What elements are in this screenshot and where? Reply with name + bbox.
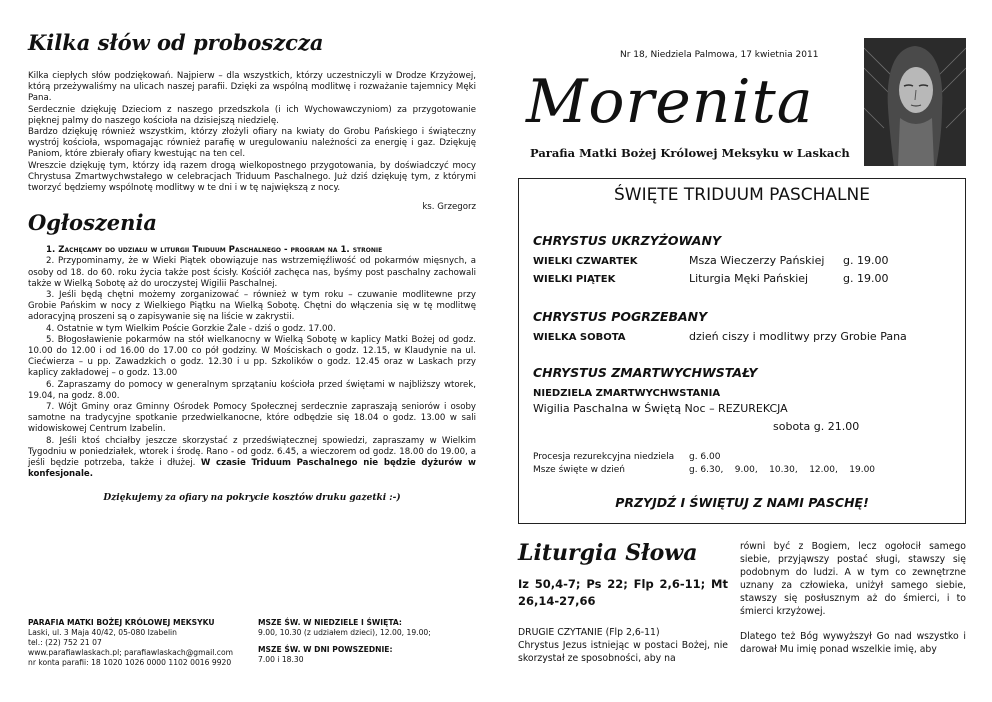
announcement-emphasis: W czasie Triduum Paschalnego nie będzie dyżurów w konfesjonale. (28, 458, 476, 480)
row-day: WIELKI PIĄTEK (533, 274, 616, 285)
letter-paragraph: Bardzo dziękuję również wszystkim, którzy złożyli ofiary na kwiaty do Grobu Pańskiego i świąteczny wystrój kościoła, wspomagając również parafię w uregulowaniu należności za energię i gaz. Dziękuję Paniom, które zbierały ofiary kwestując na ten cel. (28, 127, 476, 160)
easter-masses-label: Msze święte w dzień (533, 465, 625, 475)
row-time: g. 19.00 (843, 254, 889, 267)
reading-text: równi być z Bogiem, lecz ogołocił samego siebie, przyjąwszy postać sługi, stawszy się podobnym do ludzi. A w tym co zewnętrzne uznany za człowieka, uniżył samego siebie, stawszy się posłusznym aż do śmierci, i to śmierci krzyżowej. (740, 541, 966, 617)
masthead-title: Morenita (526, 67, 814, 137)
procession-time: g. 6.00 (689, 452, 721, 462)
parish-web: www.parafiawlaskach.pl; parafiawlaskach@gmail.com (28, 648, 234, 657)
schedule-row (533, 385, 720, 402)
thanks-note: Dziękujemy za ofiary na pokrycie kosztów druku gazetki :-) (103, 492, 401, 503)
parish-contact (28, 618, 248, 668)
pastor-heading: Kilka słów od proboszcza (28, 30, 324, 55)
reading-text: Chrystus Jezus istniejąc w postaci Bożej, nie skorzystał ze sposobności, aby na (518, 640, 728, 664)
call-to-action: PRZYJDŹ I ŚWIĘTUJ Z NAMI PASCHĘ! (615, 495, 869, 510)
schedule-row (533, 253, 953, 270)
procession-row (533, 451, 953, 464)
announcement-item: 4. Ostatnie w tym Wielkim Poście Gorzkie Żale - dziś o godz. 17.00. (46, 323, 336, 334)
row-event: Wigilia Paschalna w Świętą Noc – REZUREKCJA (533, 402, 788, 415)
schedule-row (533, 329, 953, 346)
mass-sunday: 9.00, 10.30 (z udziałem dzieci), 12.00, 19.00; (258, 628, 431, 637)
parish-account: nr konta parafii: 18 1020 1026 0000 1102 0016 9920 (28, 658, 232, 667)
row-time: g. 19.00 (843, 272, 889, 285)
row-event: Liturgia Męki Pańskiej (689, 272, 809, 285)
section-buried: CHRYSTUS POGRZEBANY (533, 309, 708, 324)
triduum-box (518, 178, 966, 524)
mass-weekday: 7.00 i 18.30 (258, 655, 304, 664)
schedule-row (533, 271, 953, 288)
parish-subtitle: Parafia Matki Bożej Królowej Meksyku w Laskach (530, 146, 850, 160)
parish-name: PARAFIA MATKI BOŻEJ KRÓLOWEJ MEKSYKU (28, 618, 215, 627)
announcements-list (28, 245, 476, 480)
announcement-item: 1. Zachęcamy do udziału w liturgii Triduum Paschalnego - program na 1. stronie (46, 245, 383, 256)
row-event: dzień ciszy i modlitwy przy Grobie Pana (689, 330, 907, 343)
letter-paragraph: Wreszcie dziękuję tym, którzy idą razem drogą wielkopostnego przygotowania, by doświadczyć mocy Chrystusa Zmartwychwstałego w celebracjach Triduum Paschalnego. Już dziś dziękuję tym, z którymi tworzyć będziemy wspólnotę modlitwy w te dni i w tę największą z nocy. (28, 160, 476, 194)
pastor-letter (28, 71, 476, 194)
liturgy-left (518, 540, 728, 665)
reading-label: DRUGIE CZYTANIE (Flp 2,6-11) (518, 627, 660, 638)
signature: ks. Grzegorz (422, 202, 476, 213)
section-crucified: CHRYSTUS UKRZYŻOWANY (533, 233, 721, 248)
announcements-heading: Ogłoszenia (28, 210, 158, 236)
liturgy-heading: Liturgia Słowa (518, 540, 698, 566)
row-day: WIELKI CZWARTEK (533, 256, 638, 267)
procession-label: Procesja rezurekcyjna niedziela (533, 452, 675, 462)
mass-sunday-label: MSZE ŚW. W NIEDZIELE I ŚWIĘTA: (258, 618, 402, 627)
madonna-illustration (864, 38, 966, 166)
letter-paragraph: Kilka ciepłych słów podziękowań. Najpierw – dla wszystkich, którzy uczestniczyli w Drodze Krzyżowej, którą przeżywaliśmy na ulicach naszej parafii. Dzięki za wspólną modlitwę i rozważanie tajemnicy Męki Pana. (28, 71, 476, 104)
announcement-item (28, 436, 476, 481)
announcement-text: 8. Jeśli ktoś chciałby jeszcze skorzystać z przedświątecznej spowiedzi, zapraszamy w Wielkim Tygodniu w poniedziałek, wtorek i środę. Rano - od godz. 6.45, a wieczorem od godz. 18.00 do 19.00, a jeśli będzie potrzeba, także i dłużej. (28, 435, 476, 469)
announcement-item: 5. Błogosławienie pokarmów na stół wielkanocny w Wielką Sobotę w kaplicy Matki Bożej od godz. 10.00 do 12.00 i od 16.00 do 17.00 co pół godziny. W Mościskach o godz. 12.15, w Klaudynie na ul. Ciećwierza – u pp. Zawadzkich o godz. 12.30 i u pp. Szkolików o godz. 12.45 oraz w Laskach przy kaplicy zakładowej – o godz. 13.00 (28, 334, 476, 379)
mass-weekday-label: MSZE ŚW. W DNI POWSZEDNIE: (258, 645, 393, 654)
mass-times (258, 618, 480, 665)
madonna-image (864, 38, 966, 166)
announcement-item: 7. Wójt Gminy oraz Gminny Ośrodek Pomocy Społecznej serdecznie zapraszają seniorów i osoby samotne na tradycyjne spotkanie przedwielkanocne, które odbędzie się 18.04 o godz. 13.00 w sali widowiskowej Centrum Izabelin. (28, 402, 476, 435)
parish-address: Laski, ul. 3 Maja 40/42, 05-080 Izabelin (28, 628, 177, 637)
letter-paragraph: Serdecznie dziękuję Dzieciom z naszego przedszkola (i ich Wychowawczyniom) za przygotowanie pięknej palmy do naszego kościoła na dzisiejszą niedzielę. (28, 104, 476, 126)
section-risen: CHRYSTUS ZMARTWYCHWSTAŁY (533, 365, 758, 380)
easter-masses-row (533, 464, 953, 477)
announcement-item: 3. Jeśli będą chętni możemy zorganizować – również w tym roku – czuwanie modlitewne przy Grobie Pańskim w nocy z Wielkiego Piątku na Wielką Sobotę. Chętni do włączenia się w tę modlitwę adoracyjną proszeni są o zapisywanie się na liście w zakrystii. (28, 290, 476, 323)
issue-info: Nr 18, Niedziela Palmowa, 17 kwietnia 2011 (620, 50, 819, 60)
reading-text: Dlatego też Bóg wywyższył Go nad wszystko i darował Mu imię ponad wszelkie imię, aby (740, 631, 966, 655)
left-column (28, 30, 476, 503)
row-day: WIELKA SOBOTA (533, 332, 626, 343)
row-day: NIEDZIELA ZMARTWYCHWSTANIA (533, 388, 721, 399)
announcement-item: 2. Przypominamy, że w Wieki Piątek obowiązuje nas wstrzemięźliwość od pokarmów mięsnych, a osoby od 18. do 60. roku życia także post ścisły. Kościół zachęca nas, byśmy post paschalny zachowali także w Wielką Sobotę aż do uroczystej Wigilii Paschalnej. (28, 256, 476, 289)
row-event: Msza Wieczerzy Pańskiej (689, 254, 825, 267)
parish-phone: tel.: (22) 752 21 07 (28, 638, 102, 647)
easter-masses-times: g. 6.30, 9.00, 10.30, 12.00, 19.00 (689, 465, 876, 475)
triduum-title: ŚWIĘTE TRIDUUM PASCHALNE (614, 185, 870, 205)
liturgy-references: Iz 50,4-7; Ps 22; Flp 2,6-11; Mt 26,14-27,66 (518, 577, 728, 608)
announcement-item: 6. Zapraszamy do pomocy w generalnym sprzątaniu kościoła przed świętami w najbliższy wtorek, 19.04, na godz. 8.00. (28, 379, 476, 401)
liturgy-right (740, 540, 966, 656)
row-time: sobota g. 21.00 (773, 420, 860, 433)
